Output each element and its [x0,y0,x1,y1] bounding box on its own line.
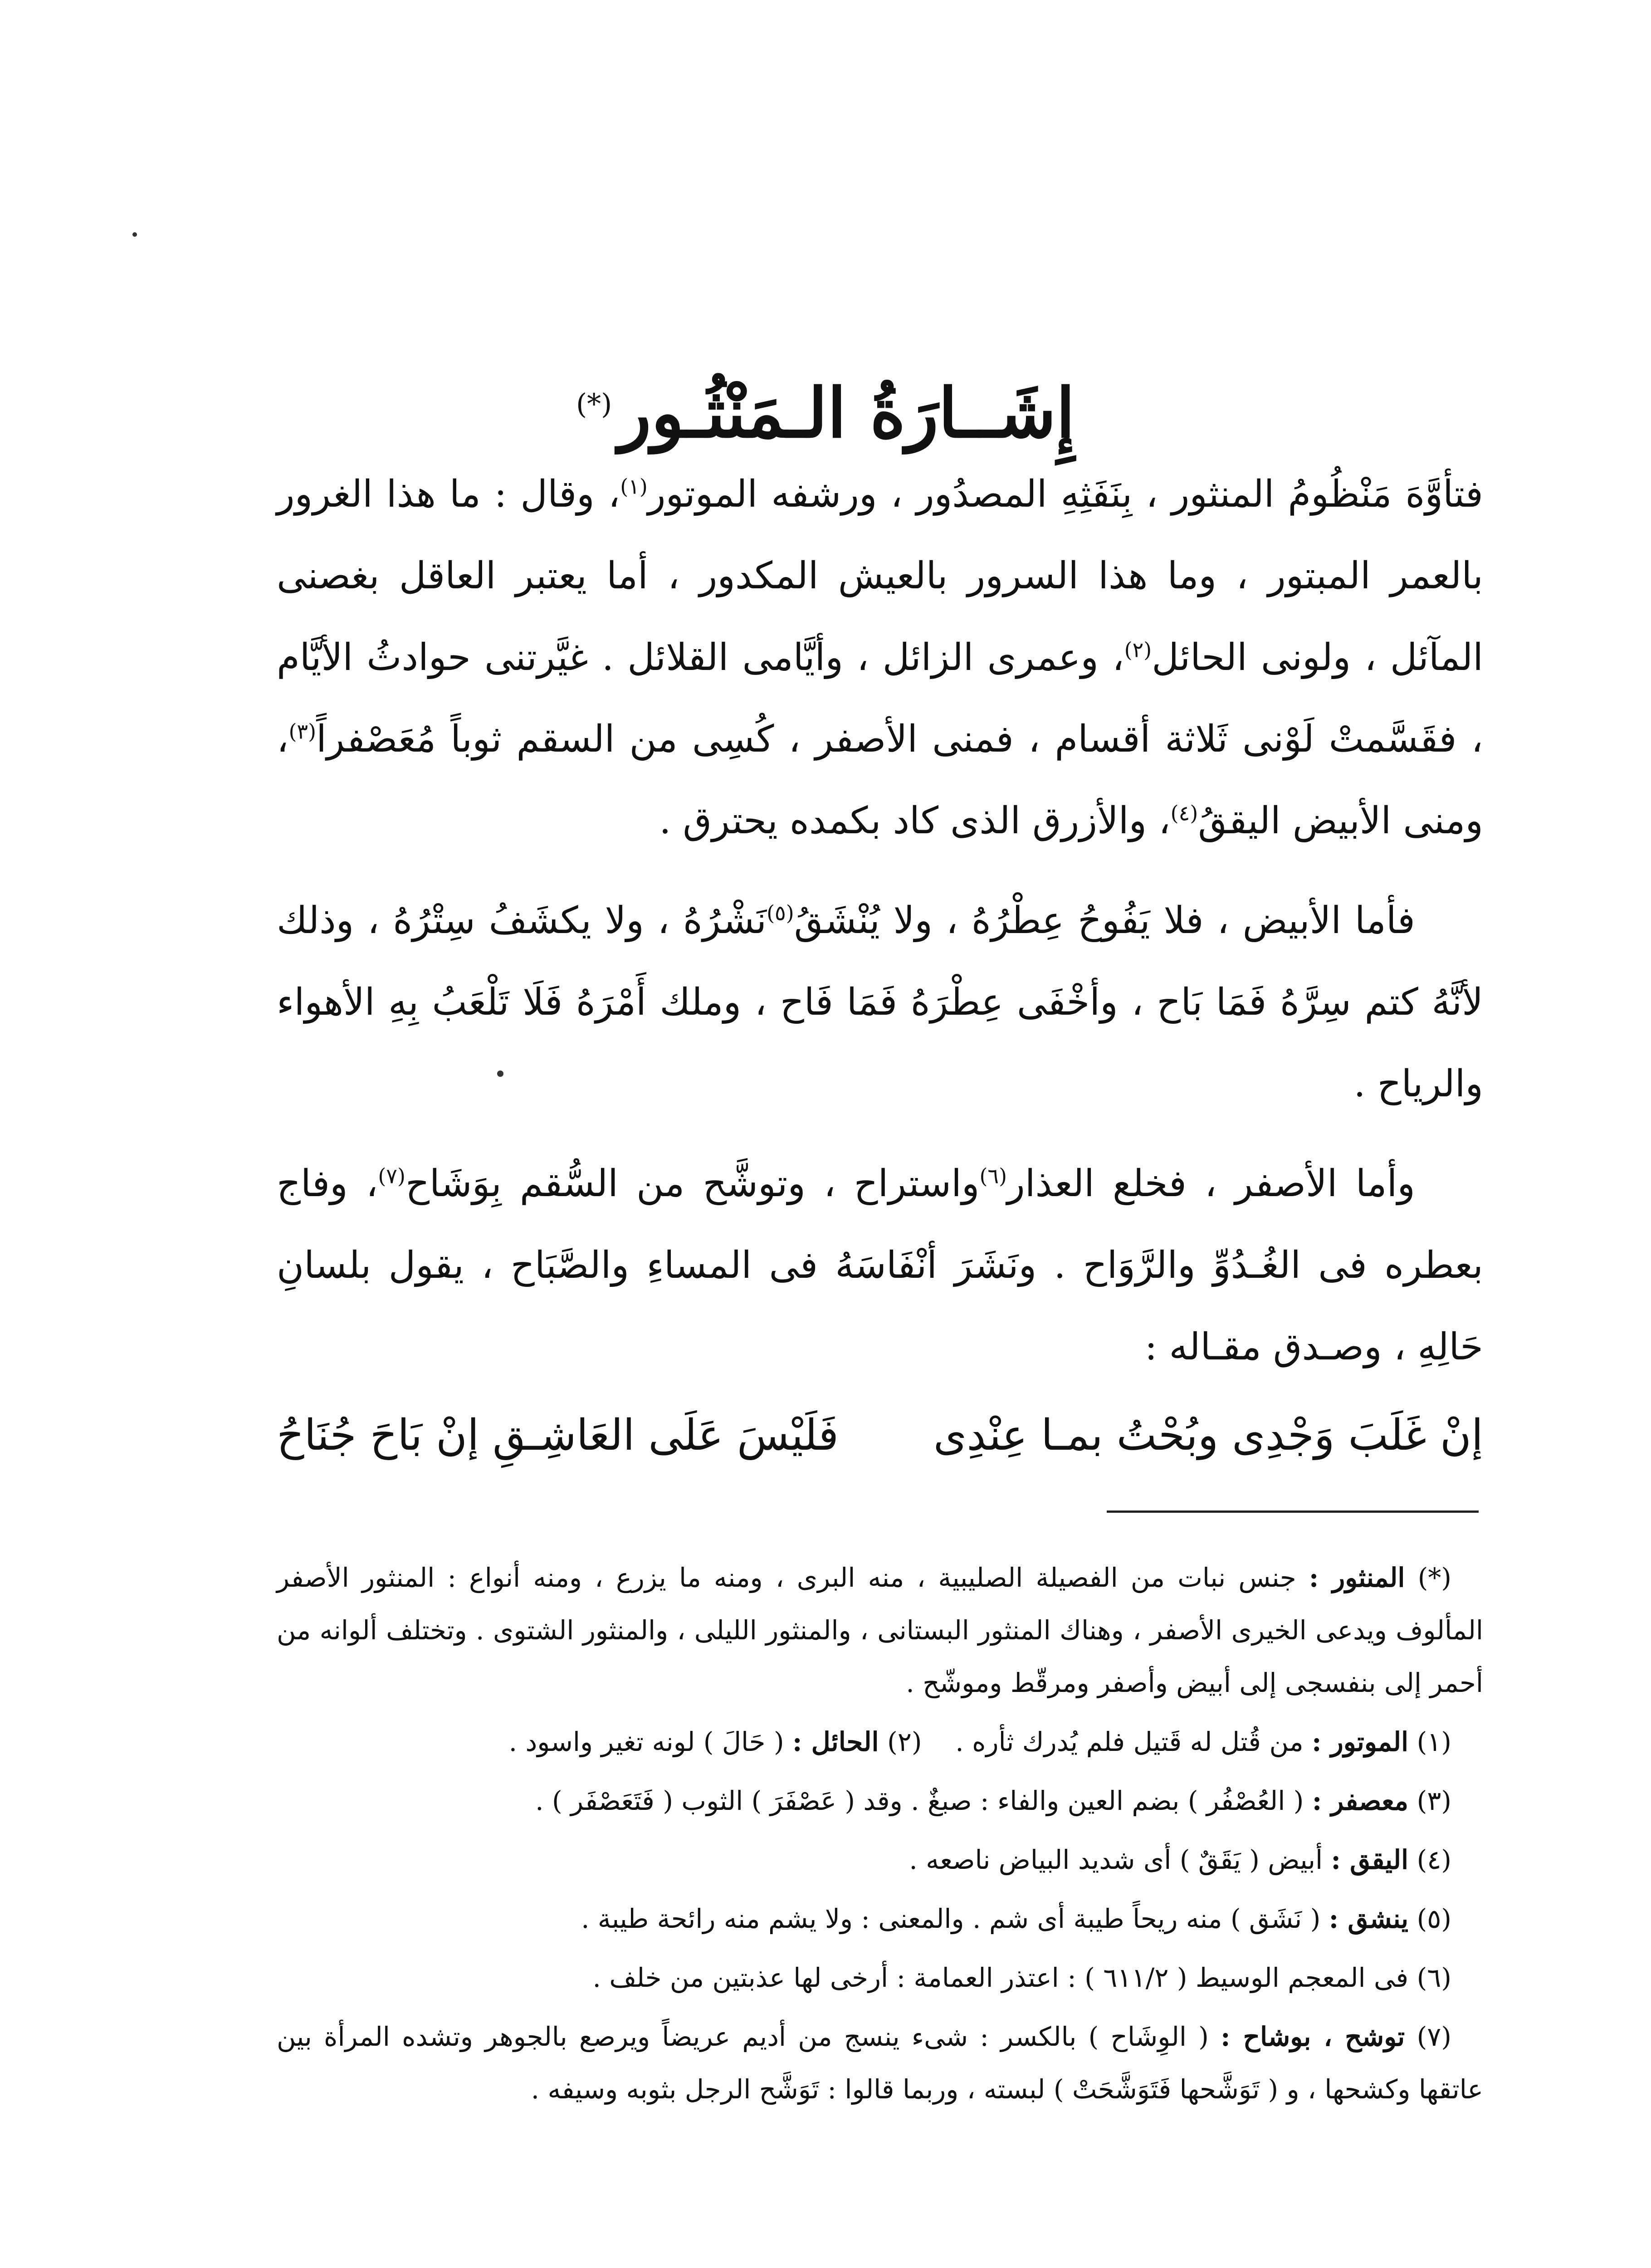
verse-first-hemistich: إنْ غَلَبَ وَجْدِى وبُحْتُ بمـا عِنْدِى [933,1411,1483,1460]
footnote-marker: (٦) [1417,1962,1451,1993]
text-run: ، وقال : ما هذا الغرور بالعمر المبتور ، وما هذا السرور بالعيش المكدور ، أما يعتبر العاقل بغصنى المآئل ، ولونى الحائل [277,473,1483,679]
footnote-5 [277,1892,1483,1945]
footnote-text: ( العُصْفُر ) بضم العين والفاء : صبغٌ . وقد ( عَصْفَرَ ) الثوب ( فَتَعَصْفَر ) . [535,1785,1304,1816]
footnote-ref: (٣) [288,719,317,744]
text-run: ، ومنى الأبيض اليققُ [277,718,1483,842]
footnote-ref: (٧) [378,1163,405,1188]
text-run: ، والأزرق الذى كاد بكمده يحترق . [659,799,1171,842]
footnote-term: الحائل : [792,1726,879,1757]
footnote-ref: (٥) [767,900,794,925]
footnote-6 [277,1951,1483,2004]
footnote-marker: (٥) [1417,1903,1451,1934]
footnote-term: اليقق : [1331,1844,1409,1875]
title-footnote-mark: (*) [576,387,612,420]
title-text: إِشَــارَةُ الـمَنْثُـور [618,373,1075,453]
footnote-separator [1107,1510,1479,1513]
main-text [277,454,1483,1479]
footnote-3 [277,1774,1483,1827]
footnote-4 [277,1833,1483,1886]
footnote-term: معصفر : [1312,1785,1409,1816]
page-title [272,372,1379,454]
paragraph-1 [277,454,1483,862]
paragraph-2 [277,880,1483,1125]
footnote-ref: (١) [620,474,648,499]
text-run: وأما الأصفر ، فخلع العذار [1007,1162,1415,1205]
footnote-7 [277,2010,1483,2116]
footnote-term: الموتور : [1312,1726,1409,1757]
poem-verse [277,1393,1483,1479]
text-run: نَشْرُهُ ، ولا يكشَفُ سِتْرُهُ ، وذلك لأنَّهُ كتم سِرَّهُ فَمَا بَاح ، وأخْفَى عِطْرَهُ فَمَا فَاح ، وملك أَمْرَهُ فَلَا تَلْعَبُ بِهِ الأهواء والرياح . [277,899,1483,1105]
footnote-ref: (٤) [1170,801,1198,826]
paragraph-3 [277,1143,1483,1388]
footnote-marker: (٤) [1417,1844,1451,1875]
footnote-text: ( حَالَ ) لونه تغير واسود . [508,1726,784,1757]
footnote-star [277,1551,1483,1709]
footnote-text: جنس نبات من الفصيلة الصليبية ، منه البرى ، ومنه ما يزرع ، ومنه أنواع : المنثور الأصفر المألوف ويدعى الخيرى الأصفر ، وهناك المنثور البستانى ، والمنثور الليلى ، والمنثور الشتوى . وتختلف ألوانه من أحمر إلى بنفسجى إلى أبيض وأصفر ومرقّط وموشّح . [277,1562,1483,1698]
footnote-marker: (٣) [1417,1785,1451,1816]
footnote-term: توشح ، بوشاح : [1221,2021,1405,2052]
footnote-text: ( نَشَق ) منه ريحاً طيبة أى شم . والمعنى : ولا يشم منه رائحة طيبة . [581,1903,1321,1934]
text-run: ، وعمرى الزائل ، وأيَّامى القلائل . غيَّرتنى حوادثُ الأيَّام ، فقَسَّمتْ لَوْنى ثَلاثة أقسام ، فمنى الأصفر ، كُسِى من السقم ثوباً مُعَصْفراً [277,636,1483,761]
footnotes [277,1551,1483,2122]
text-run: فأما الأبيض ، فلا يَفُوحُ عِطْرُهُ ، ولا يُنْشَقُ [794,899,1415,942]
footnote-marker: (*) [1417,1562,1452,1593]
text-run: واستراح ، وتوشَّح من السُّقم بِوَشَاح [405,1162,980,1205]
text-run: ، وفاج بعطره فى الغُـدُوِّ والرَّوَاح . ونَشَرَ أنْفَاسَهُ فى المساءِ والصَّبَاح ، يقول بلسانِ حَالِهِ ، وصـدق مقـاله : [277,1162,1483,1369]
verse-second-hemistich: فَلَيْسَ عَلَى العَاشِـقِ إنْ بَاحَ جُنَاحُ [277,1411,839,1460]
print-speck [132,232,137,237]
footnote-1-2 [277,1716,1483,1768]
footnote-ref: (٦) [979,1163,1007,1188]
footnote-term: المنثور : [1309,1562,1405,1593]
footnote-marker: (٢) [887,1726,922,1757]
footnote-marker: (١) [1417,1726,1451,1757]
text-run: فتأوَّهَ مَنْظُومُ المنثور ، بِنَفَثِهِ المصدُور ، ورشفه الموتور [647,473,1483,516]
footnote-marker: (٧) [1417,2021,1452,2052]
footnote-text: من قُتل له قَتيل فلم يُدرك ثأره . [955,1726,1304,1757]
footnote-text: أبيض ( يَقَقٌ ) أى شديد البياض ناصعه . [909,1844,1323,1875]
footnote-text: ( الوِشَاح ) بالكسر : شىء ينسج من أديم عريضاً ويرصع بالجوهر وتشده المرأة بين عاتقها وكشحها ، و ( تَوَشَّحها فَتَوَشَّحَتْ ) لبسته ، وربما قالوا : تَوَشَّح الرجل بثوبه وسيفه . [277,2021,1483,2105]
footnote-term: ينشق : [1329,1903,1409,1934]
footnote-text: فى المعجم الوسيط ( ٦١١/٢ ) : اعتذر العمامة : أرخى لها عذبتين من خلف . [592,1962,1409,1993]
footnote-ref: (٢) [1124,637,1152,662]
